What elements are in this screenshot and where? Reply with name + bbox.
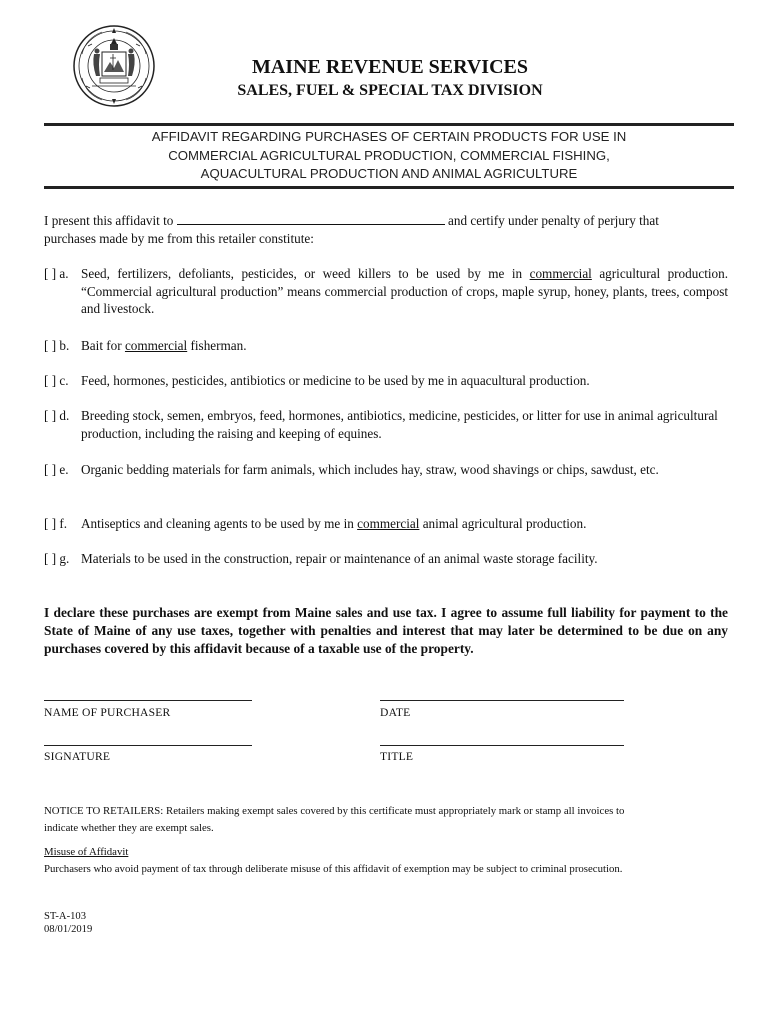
notice-line: indicate whether they are exempt sales. <box>44 821 214 834</box>
affidavit-title-line: AQUACULTURAL PRODUCTION AND ANIMAL AGRICULTURE <box>200 166 578 181</box>
checkbox-g[interactable]: [ ] g. <box>44 551 70 566</box>
checklist-item-b <box>44 337 728 355</box>
form-number: ST-A-103 <box>44 911 86 922</box>
item-f-text: Antiseptics and cleaning agents to be used by me in commercial animal agricultural production. <box>81 516 587 531</box>
agency-title: MAINE REVENUE SERVICES <box>251 56 528 78</box>
date-label: DATE <box>380 706 411 719</box>
item-a-text: Seed, fertilizers, defoliants, pesticides, or weed killers to be used by me in commercial agricultural production. “Commercial agricultural production” means commercial production of crops, maple syrup, honey, plants, trees, compost and livestock. <box>81 266 729 317</box>
misuse-heading: Misuse of Affidavit <box>44 846 129 858</box>
intro-paragraph <box>44 212 728 247</box>
checklist-item-g <box>44 550 728 568</box>
checklist-item-d <box>44 407 728 442</box>
item-g-text: Materials to be used in the construction, repair or maintenance of an animal waste storage facility. <box>81 551 598 566</box>
affidavit-title-line: COMMERCIAL AGRICULTURAL PRODUCTION, COMMERCIAL FISHING, <box>168 147 610 163</box>
checklist-item-c <box>44 372 728 390</box>
checkbox-c[interactable]: [ ] c. <box>44 373 69 388</box>
checkbox-e[interactable]: [ ] e. <box>44 462 69 477</box>
notice-line: NOTICE TO RETAILERS: Retailers making exempt sales covered by this certificate must appropriately mark or stamp all invoices to <box>44 805 625 817</box>
intro-text-cont: and certify under penalty of perjury that <box>444 213 659 228</box>
item-c-text: Feed, hormones, pesticides, antibiotics or medicine to be used by me in aquacultural production. <box>81 373 590 388</box>
misuse-text: Purchasers who avoid payment of tax through deliberate misuse of this affidavit of exemption may be subject to criminal prosecution. <box>44 862 623 875</box>
affidavit-title <box>44 128 734 184</box>
intro-text: I present this affidavit to <box>44 213 177 228</box>
top-divider <box>44 123 734 126</box>
checkbox-a[interactable]: [ ] a. <box>44 266 69 281</box>
item-e-text: Organic bedding materials for farm animals, which includes hay, straw, wood shavings or chips, sawdust, etc. <box>81 462 659 477</box>
date-field[interactable] <box>380 700 624 701</box>
signature-label: SIGNATURE <box>44 750 111 763</box>
affidavit-title-line: AFFIDAVIT REGARDING PURCHASES OF CERTAIN PRODUCTS FOR USE IN <box>151 129 627 144</box>
item-b-text: Bait for commercial fisherman. <box>81 338 247 353</box>
checklist-item-e <box>44 461 728 479</box>
bottom-divider <box>44 186 734 189</box>
item-d-text: Breeding stock, semen, embryos, feed, hormones, antibiotics, medicine, pesticides, or litter for use in animal agricultural production, including the raising and keeping of equines. <box>81 408 718 441</box>
notice-to-retailers <box>44 803 728 836</box>
checkbox-d[interactable]: [ ] d. <box>44 408 70 423</box>
declaration-paragraph: I declare these purchases are exempt from Maine sales and use tax. I agree to assume full liability for payment to the State of Maine of any use taxes, together with penalties and interest that may later be determined to be due on any purchases covered by this affidavit because of a taxable use of the property. <box>44 605 728 657</box>
signature-field[interactable] <box>44 745 252 746</box>
division-title: SALES, FUEL & SPECIAL TAX DIVISION <box>237 82 543 99</box>
title-field[interactable] <box>380 745 624 746</box>
misuse-section <box>44 844 728 877</box>
retailer-name-field[interactable] <box>177 213 445 225</box>
checklist-item-f <box>44 515 728 533</box>
intro-text-line2: purchases made by me from this retailer constitute: <box>44 230 314 246</box>
form-identifier <box>44 910 92 936</box>
title-label: TITLE <box>380 750 414 763</box>
name-of-purchaser-label: NAME OF PURCHASER <box>44 706 171 719</box>
form-revision-date: 08/01/2019 <box>44 924 93 935</box>
checkbox-b[interactable]: [ ] b. <box>44 338 70 353</box>
checklist-item-a <box>44 265 728 318</box>
name-of-purchaser-field[interactable] <box>44 700 252 701</box>
checkbox-f[interactable]: [ ] f. <box>44 516 68 531</box>
